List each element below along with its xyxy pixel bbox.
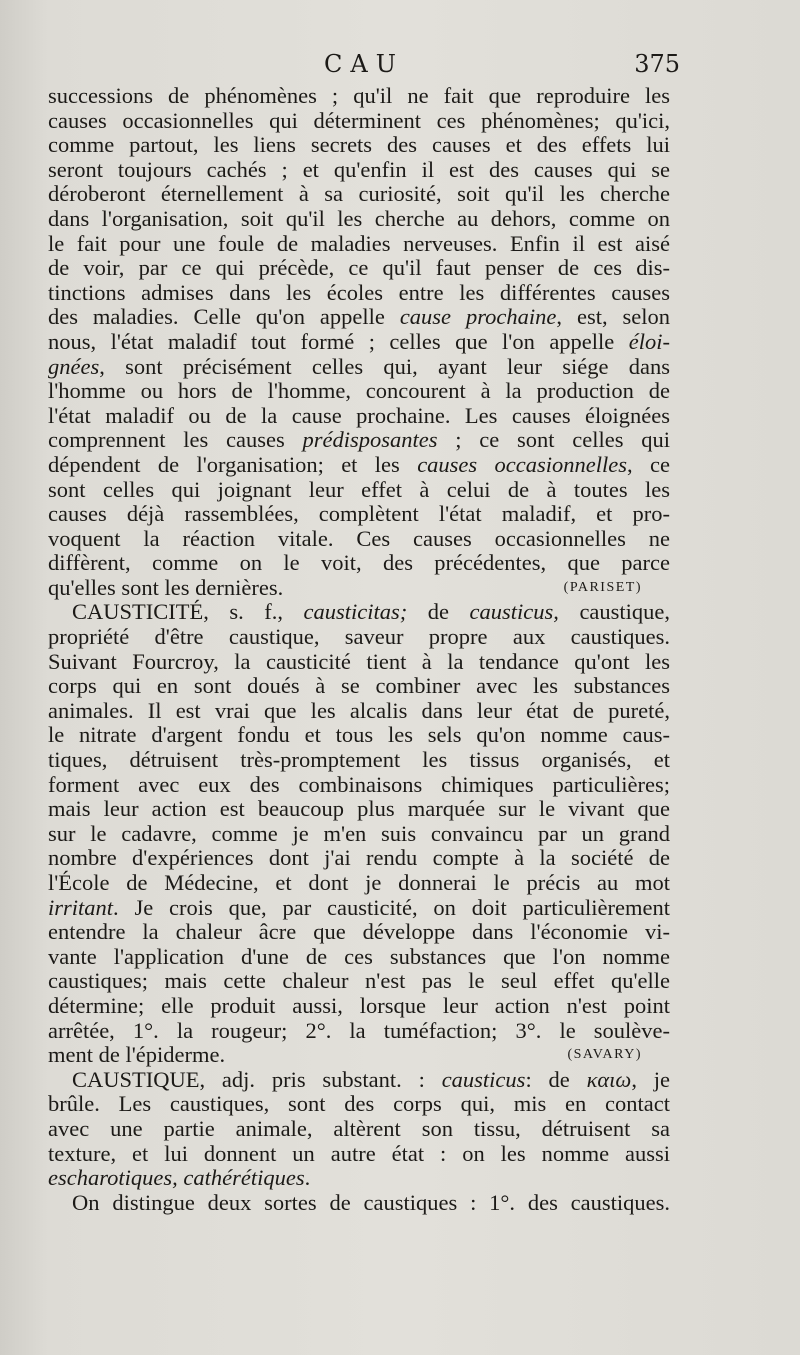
page-number: 375 [634,50,680,78]
text-line: le fait pour une foule de maladies nerveuses. Enfin il est aisé [48,230,670,256]
text-segment: caustique, [579,599,671,625]
body-text [48,84,670,1215]
text-line: brûle. Les caustiques, sont des corps qui, mis en contact [48,1091,670,1117]
text-line: tinctions admises dans les écoles entre les différentes causes [48,279,670,305]
text-line [48,453,670,478]
text-segment: , sont précisément celles qui, ayant leur siége dans [99,353,670,379]
italic-term: gnées [48,353,100,379]
text-line: nombre d'expériences dont j'ai rendu compte à la société de [48,845,670,871]
text-line: l'état maladif ou de la cause prochaine. Les causes éloignées [48,402,670,428]
text-line: mais leur action est beaucoup plus marquée sur le vivant que [48,796,670,822]
text-line: comme partout, les liens secrets des causes et des effets lui [48,132,670,158]
text-line: causes déjà rassemblées, complètent l'état maladif, et pro- [48,501,670,527]
text-segment: . Je crois que, par causticité, on doit particulièrement [113,894,670,920]
italic-term: irritant [48,894,114,920]
text-segment: : de [525,1066,570,1092]
text-line: successions de phénomènes ; qu'il ne fait que reproduire les [48,83,670,108]
text-line: forment avec eux des combinaisons chimiques particulières; [48,771,670,797]
italic-term: causes occasionnelles [417,451,628,477]
text-line [48,355,670,380]
text-segment: des maladies. Celle qu'on appelle [48,304,385,330]
italic-term: prédisposantes [302,427,438,453]
text-line: causes occasionnelles qui déterminent ces phénomènes; qu'ici, [48,107,670,133]
text-line: diffèrent, comme on le voit, des précédentes, que parce [48,550,670,576]
text-line: sont celles qui joignant leur effet à celui de à toutes les [48,476,670,502]
text-segment: nous, l'état maladif tout formé ; celles que l'on appelle [48,328,615,354]
text-line: le nitrate d'argent fondu et tous les sels qu'on nomme caus- [48,722,670,748]
italic-term: causticus [441,1066,526,1092]
text-line: l'homme ou hors de l'homme, concourent à la production de [48,378,670,404]
text-line: caustiques; mais cette chaleur n'est pas le seul effet qu'elle [48,968,670,994]
text-segment: de [427,599,450,625]
author-signature: (SAVARY) [567,1047,642,1063]
text-line: vante l'application d'une de ces substances que l'on nomme [48,943,670,969]
text-line: sur le cadavre, comme je m'en suis convaincu par un grand [48,820,670,846]
text-line: détermine; elle produit aussi, lorsque leur action n'est point [48,992,670,1018]
italic-term: escharotiques, cathérétiques [48,1165,305,1191]
entry-headword: CAUSTICITÉ, s. f., [72,599,284,625]
text-line: l'École de Médecine, et dont je donnerai le précis au mot [48,870,670,895]
text-line: propriété d'être caustique, saveur propre aux caustiques. [48,624,670,650]
text-line: voquent la réaction vitale. Ces causes occasionnelles ne [48,525,670,551]
text-segment: dépendent de l'organisation; et les [48,451,400,477]
text-line [48,428,670,453]
italic-term: cause prochaine [399,304,557,330]
entry-heading-line [48,600,670,625]
text-segment: , ce [627,451,670,477]
text-line: de voir, par ce qui précède, ce qu'il faut penser de ces dis- [48,255,670,281]
text-line: animales. Il est vrai que les alcalis dans leur état de pureté, [48,697,670,723]
text-line: corps qui en sont doués à se combiner avec les substances [48,673,670,699]
text-line [48,1166,670,1191]
text-line: dans l'organisation, soit qu'il les cherche au dehors, comme on [48,205,670,231]
entry-headword: CAUSTIQUE, adj. pris substant. : [72,1066,425,1092]
text-segment: . [304,1165,311,1191]
text-line: Suivant Fourcroy, la causticité tient à la tendance qu'ont les [48,648,670,674]
text-line [48,576,670,601]
author-signature: (PARISET) [563,579,642,595]
text-line: avec une partie animale, altèrent son tissu, détruisent sa [48,1115,670,1141]
entry-heading-line [48,1068,670,1093]
text-line: déroberont éternellement à sa curiosité, soit qu'il les cherche [48,181,670,207]
text-line: entendre la chaleur âcre que développe dans l'économie vi- [48,919,670,945]
italic-term: causticus, [469,599,559,625]
text-line [48,896,670,921]
italic-term: éloi- [628,328,670,354]
text-segment: , je [631,1066,670,1092]
text-line [48,330,670,355]
text-line: seront toujours cachés ; et qu'enfin il est des causes qui se [48,156,670,182]
greek-word: καιω [586,1066,632,1092]
text-segment: comprennent les causes [48,427,285,453]
text-line: texture, et lui donnent un autre état : on les nomme aussi [48,1140,670,1166]
italic-term: causticitas; [303,599,408,625]
text-line: On distingue deux sortes de caustiques : 1°. des caustiques. [72,1189,670,1215]
text-line: tiques, détruisent très-promptement les tissus organisés, et [48,747,670,773]
page-header [48,50,680,86]
text-line [48,305,670,330]
text-segment: ment de l'épiderme. [48,1042,226,1068]
text-segment: ; ce sont celles qui [455,427,670,453]
text-line [48,1043,670,1068]
text-segment: , est, selon [556,304,671,330]
text-line: arrêtée, 1°. la rougeur; 2°. la tuméfaction; 3°. le soulève- [48,1017,670,1043]
text-segment: qu'elles sont les dernières. [48,574,284,600]
running-head: CAU [324,50,404,78]
